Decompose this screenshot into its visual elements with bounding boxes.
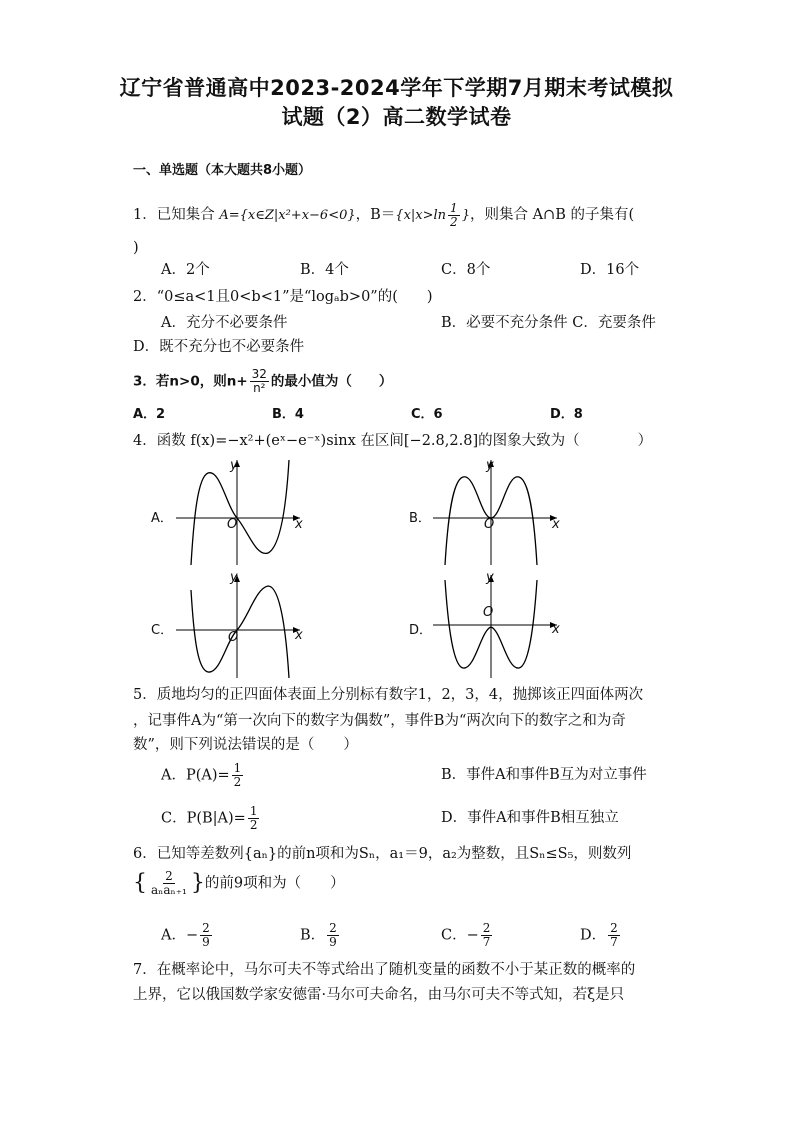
question-6-line1: 6．已知等差数列{aₙ}的前n项和为Sₙ，a₁＝9，a₂为整数，且Sₙ≤S₅，则数列: [133, 846, 632, 862]
q6-option-b: B． $\frac{2}{9}$: [300, 921, 337, 949]
question-1: [133, 202, 634, 229]
q6-option-c: C．− $\frac{2}{7}$: [441, 921, 491, 949]
graph-c: [176, 570, 306, 684]
q5-option-c: C．P(B|A)= $\frac{1}{2}$: [161, 804, 258, 832]
graph-d-x-label: x: [552, 622, 560, 637]
question-6-line2: { $\frac{2}{\text{aₙaₙ₊₁}}$ }的前9项和为（ ）: [133, 869, 345, 897]
question-5-line1: 5．质地均匀的正四面体表面上分别标有数字1，2，3，4，抛掷该正四面体两次: [133, 687, 644, 703]
graph-c-y-label: y: [230, 570, 238, 585]
graph-b-x-label: x: [552, 517, 560, 532]
q1-fraction: $\frac{1}{2}$: [450, 201, 458, 229]
graph-c-x-label: x: [295, 628, 303, 643]
graph-d-y-label: y: [486, 570, 494, 585]
graph-b: [433, 455, 563, 569]
q1-set-b: {x|x>ln $\frac{1}{2}$ }: [395, 201, 470, 229]
graph-c-label: C．: [151, 623, 174, 638]
q2-option-bc: B．必要不充分条件 C．充要条件: [441, 315, 656, 331]
q3-option-a: A．2: [133, 407, 166, 422]
graph-d-origin-label: O: [483, 605, 494, 620]
q3-option-c: C．6: [411, 407, 443, 422]
q5-option-d: D．事件A和事件B相互独立: [441, 810, 619, 826]
question-5-line3: 数”，则下列说法错误的是（ ）: [133, 737, 358, 753]
section-heading: 一、单选题（本大题共8小题）: [133, 163, 312, 178]
q5-option-a: A．P(A)= $\frac{1}{2}$: [161, 761, 242, 789]
exam-title-line1: 辽宁省普通高中2023-2024学年下学期7月期末考试模拟: [119, 76, 674, 100]
q3-option-b: B．4: [272, 407, 304, 422]
q1-option-b: B．4个: [300, 262, 349, 278]
q1-option-a: A．2个: [161, 262, 210, 278]
q1-text-c: ，则集合 A∩B 的子集有(: [469, 207, 635, 223]
q1-text-b: ，B＝: [355, 207, 396, 223]
q5-option-b: B．事件A和事件B互为对立事件: [441, 767, 647, 783]
q6-option-d: D． $\frac{2}{7}$: [580, 921, 618, 949]
graph-a-x-label: x: [295, 517, 303, 532]
q1-text: 1．已知集合: [133, 207, 215, 223]
question-4: 4．函数 f(x)=−x²+(eˣ−e⁻ˣ)sinx 在区间[−2.8,2.8]的图象大致为（ ）: [133, 433, 653, 449]
q6-fraction: $\frac{2}{\text{aₙaₙ₊₁}}$: [151, 869, 187, 897]
graph-b-y-label: y: [486, 458, 494, 473]
question-7-line1: 7．在概率论中，马尔可夫不等式给出了随机变量的函数不小于某正数的概率的: [133, 962, 636, 978]
graph-d-label: D．: [409, 623, 433, 638]
graph-a: [176, 455, 306, 569]
q1-wrap: ): [133, 240, 139, 256]
question-3: 3．若n>0，则n+ $\frac{32}{\text{n²}}$ 的最小值为（ ）: [133, 367, 393, 395]
graph-a-origin-label: O: [227, 517, 238, 532]
q1-set-a: A={x∈Z|x²+x−6<0}: [219, 208, 356, 223]
question-5-line2: ，记事件A为“第一次向下的数字为偶数”，事件B为“两次向下的数字之和为奇: [133, 713, 626, 729]
graph-a-label: A．: [151, 511, 173, 526]
q1-option-d: D．16个: [580, 262, 640, 278]
q3-fraction: $\frac{32}{\text{n²}}$: [251, 367, 267, 395]
q2-option-d: D．既不充分也不必要条件: [133, 339, 305, 355]
exam-title-line2: 试题（2）高二数学试卷: [281, 105, 512, 129]
question-2: 2．“0≤a<1且0<b<1”是“logₐb>0”的( ): [133, 289, 433, 305]
q2-option-a: A．充分不必要条件: [161, 315, 288, 331]
question-7-line2: 上界，它以俄国数学家安德雷·马尔可夫命名，由马尔可夫不等式知，若ξ是只: [133, 987, 625, 1003]
graph-c-origin-label: O: [228, 630, 239, 645]
q3-option-d: D．8: [550, 407, 583, 422]
graph-b-label: B．: [409, 511, 431, 526]
graph-b-origin-label: O: [484, 517, 495, 532]
graph-a-y-label: y: [230, 458, 238, 473]
q6-option-a: A．− $\frac{2}{9}$: [161, 921, 210, 949]
graph-d: [433, 570, 563, 684]
q1-option-c: C．8个: [441, 262, 491, 278]
